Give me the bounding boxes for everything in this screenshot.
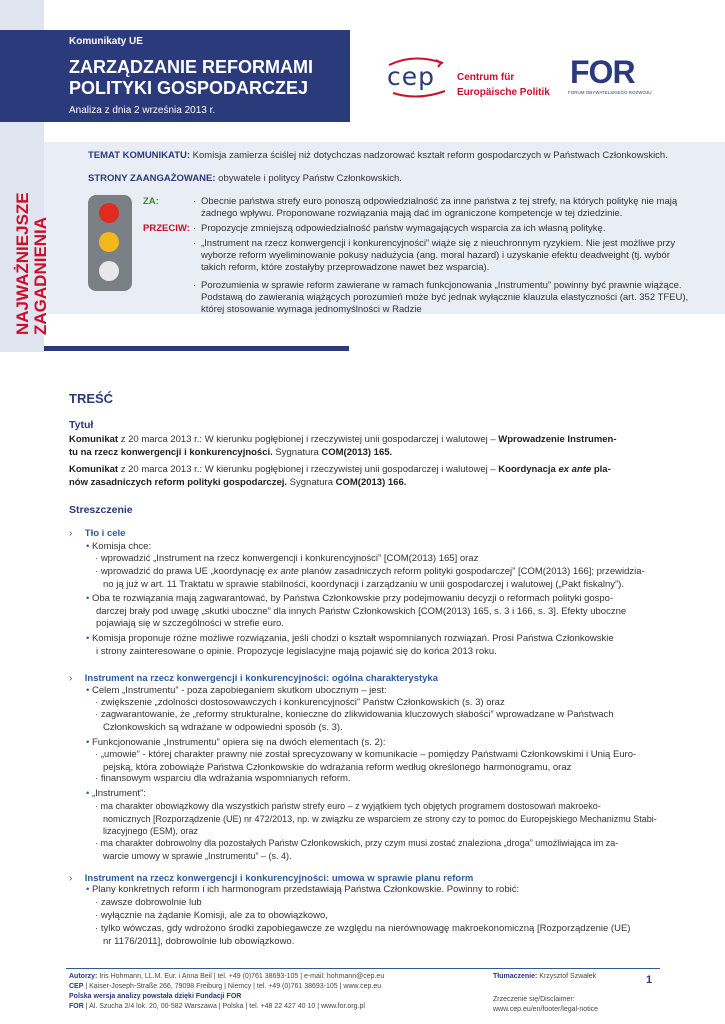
summary-subbullet: [95, 800, 685, 838]
polish-version-note: Polska wersja analizy powstała dzięki Fundacji FOR: [69, 993, 242, 1000]
za-item: [193, 196, 691, 220]
bullet-dot: •: [86, 633, 90, 644]
authors-label: Autorzy:: [69, 973, 98, 980]
side-label-line-2: ZAGADNIENIA: [31, 216, 50, 335]
za-item-text: Obecnie państwa strefy euro ponoszą odpowiedzialność za inne państwa z tej strefy, na których politykę nie mają żadnego wpływu. Proponowane rozwiązania mają dać im ograniczone kompetencje w tej dziedzinie.: [201, 196, 678, 219]
parties-label: STRONY ZAANGAŻOWANE:: [88, 173, 216, 184]
cep-name-line-2: Europäische Politik: [457, 87, 550, 98]
k2-label: Komunikat: [69, 464, 119, 475]
cep-name-line-1: Centrum für: [457, 72, 515, 83]
traffic-light-icon: [88, 195, 132, 291]
for-logo-text: FOR: [570, 54, 635, 90]
przeciw-item: [193, 238, 691, 274]
analysis-date: Analiza z dnia 2 września 2013 r.: [69, 105, 216, 116]
k1-text: z 20 marca 2013 r.: W kierunku pogłębionej i rzeczywistej unii gospodarczej i walutowej –: [118, 434, 499, 445]
section-separator: [44, 346, 349, 351]
sub-dot: ·: [95, 923, 99, 934]
summary-subbullet: [95, 697, 685, 710]
summary-bullet: [86, 685, 676, 698]
subbullet-text: tylko wówczas, gdy wdrożono środki zapobiegawcze ze względu na nierównowagę makroekonomiczną [Rozporządzenie (UE): [100, 923, 631, 934]
for-logo: [568, 54, 658, 99]
summary-subbullet: [95, 897, 685, 910]
yellow-light: [99, 232, 119, 252]
bullet-text: Funkcjonowanie „Instrumentu” opiera się na dwóch elementach (s. 2):: [91, 737, 386, 748]
disclaimer-link[interactable]: www.cep.eu/en/footer/legal-notice: [493, 1006, 599, 1013]
przeciw-item: [193, 280, 691, 316]
k1-title-b: tu na rzecz konwergencji i konkurencyjności.: [69, 446, 273, 458]
summary-bullet: [86, 633, 676, 658]
bullet-text: Komisja chce:: [91, 541, 152, 552]
summary-bullet: [86, 737, 676, 750]
przeciw-item-text: „Instrument na rzecz konwergencji i konkurencyjności” wiąże się z nieuchronnym ryzykiem. Nie jest możliwe przy wyborze reform wyeliminowanie pokusy nadużycia (ang. moral hazard) i uzyskanie efektu deadweight (tj. wybór takich reform, które zostałyby przeprowadzone nawet bez wsparcia).: [201, 238, 676, 273]
k2-title-c: nów zasadniczych reform polityki gospodarczej.: [69, 476, 288, 488]
off-light: [99, 261, 119, 281]
subbullet-text: „umowie” - której charakter prawny nie został sprecyzowany w komunikacie – pomiędzy Państwami Członkowskimi i Unią Euro-: [100, 749, 637, 760]
footer-disclaimer: [493, 995, 643, 1015]
subbullet-text: nr 1176/2011], dobrowolnie lub obowiązkowo.: [103, 935, 295, 947]
section-title: Tło i cele: [84, 528, 126, 539]
heading-streszczenie: Streszczenie: [69, 504, 133, 516]
key-issues-side-label: [13, 165, 50, 345]
k1-label: Komunikat: [69, 434, 119, 445]
k2-text: z 20 marca 2013 r.: W kierunku pogłębionej i rzeczywistej unii gospodarczej i walutowej –: [118, 464, 499, 475]
przeciw-label: PRZECIW:: [143, 223, 190, 234]
red-light: [99, 203, 119, 223]
summary-subbullet: [95, 553, 685, 566]
section-ogolna-charakterystyka: [69, 668, 669, 686]
footer-rule: [66, 968, 660, 969]
title-line-2: POLITYKI GOSPODARCZEJ: [69, 78, 309, 98]
summary-subbullet: [95, 709, 685, 734]
k2-sig: COM(2013) 166.: [335, 476, 407, 488]
k2-title-b: pla-: [591, 464, 611, 475]
bullet-text: pojawiają się w szczególności w strefie euro.: [96, 618, 284, 629]
parties-text: obywatele i politycy Państw Członkowskich.: [215, 173, 402, 184]
sub-dot: ·: [95, 553, 99, 564]
subbullet-text: wyłącznie na żądanie Komisji, ale za to obowiązkowo,: [100, 910, 328, 921]
cep-address: | Kaiser-Joseph-Straße 266, 79098 Freiburg | Niemcy | tel. +49 (0)761 38693-105 | www.cep.eu: [83, 983, 382, 990]
przeciw-item-text: Propozycje zmniejszą odpowiedzialność państw wymagających wsparcia za ich własną politykę.: [201, 223, 606, 234]
authors-text: Iris Hohmann, LL.M. Eur. i Anna Beil | tel. +49 (0)761 38693-105 | e-mail: hohmann@cep.eu: [97, 973, 385, 980]
summary-subbullet: [95, 923, 685, 948]
bullet-text: i strony zainteresowane o opinie. Propozycje legislacyjne mają pojawić się do końca 2013 roku.: [96, 645, 497, 657]
bullet-text: darczej brały pod uwagę „skutki uboczne” dla innych Państw Członkowskich [COM(2013) 165, s. 3 i 166, s. 3]. Efekty uboczne: [96, 605, 627, 617]
bullet-dot: ·: [193, 196, 197, 207]
k1-sig-label: Sygnatura: [272, 446, 322, 458]
sub-dot: ·: [95, 773, 99, 784]
summary-subbullet: [95, 749, 685, 774]
topic-line: [88, 150, 718, 161]
topic-label: TEMAT KOMUNIKATU:: [88, 150, 191, 161]
bullet-text: Komisja proponuje różne możliwe rozwiązania, jeśli chodzi o kształt wspomnianych rozwiązań. Prosi Państwa Członkowskie: [91, 633, 614, 644]
bullet-dot: ·: [193, 238, 197, 249]
cep-logo-text: cep: [387, 62, 435, 91]
subbullet-text: Członkowskich są wdrażane w odpowiedni sposób (s. 3).: [103, 721, 343, 733]
footer-authors: [69, 972, 489, 1012]
sub-dot: ·: [95, 697, 99, 708]
cep-label: CEP: [69, 983, 84, 990]
summary-bullet: [86, 541, 676, 554]
bullet-dot: •: [86, 685, 90, 696]
sub-dot: ·: [95, 749, 99, 760]
communication-1: [69, 434, 669, 459]
subbullet-text: zawsze dobrowolnie lub: [100, 897, 202, 908]
side-label-line-1: NAJWAŻNIEJSZE: [13, 192, 32, 335]
subbullet-italic: ex ante: [267, 566, 299, 577]
subbullet-text: planów zasadniczych reform polityki gospodarczej” [COM(2013) 166]; przewidzia-: [298, 566, 645, 577]
heading-tytul: Tytuł: [69, 419, 94, 431]
for-address: | Al. Szucha 2/4 lok. 20, 00-582 Warszawa | Polska | tel. +48 22 427 40 10 | www.for.org.pl: [83, 1003, 365, 1010]
bullet-text: Plany konkretnych reform i ich harmonogram przedstawiają Państwa Członkowskie. Powinny to robić:: [91, 884, 520, 895]
parties-line: [88, 173, 718, 184]
k2-sig-label: Sygnatura: [287, 476, 336, 488]
bullet-dot: •: [86, 593, 90, 604]
subbullet-text: warcie umowy w sprawie „Instrumentu” – (s. 4).: [103, 850, 292, 861]
chevron-right-icon: ›: [69, 673, 73, 684]
chevron-right-icon: ›: [69, 873, 73, 884]
for-label: FOR: [69, 1003, 84, 1010]
przeciw-item-text: Porozumienia w sprawie reform zawierane w ramach funkcjonowania „Instrumentu” powinny być prawnie wiążące. Podstawą do zawierania wiążących porozumień może być jednak wyłącznie klauzula elastyczności (art. 352 TFEU), której stosowanie wymaga jednomyślności w Radzie: [201, 280, 689, 315]
topic-text: Komisja zamierza ściślej niż dotychczas nadzorować kształt reform gospodarczych w Państwach Członkowskich.: [190, 150, 668, 161]
bullet-text: Celem „Instrumentu” - poza zapobieganiem skutkom ubocznym – jest:: [91, 685, 387, 696]
summary-subbullet: [95, 837, 685, 862]
subbullet-text: zagwarantowanie, że „reformy strukturalne, konieczne do zlikwidowania kluczowych słabości” wprowadzane w Państwach: [100, 709, 614, 720]
summary-subbullet: [95, 566, 685, 591]
subbullet-text: pejską, która zobowiąże Państwa Członkowskie do wdrażania reform według określonego harmonogramu, oraz: [103, 761, 572, 773]
sub-dot: ·: [95, 910, 99, 921]
for-logo-subtitle: FORUM OBYWATELSKIEGO ROZWOJU: [568, 90, 652, 95]
przeciw-item: [193, 223, 691, 235]
sub-dot: ·: [95, 801, 98, 811]
communication-2: [69, 464, 669, 489]
bullet-dot: •: [86, 884, 90, 895]
subbullet-text: ma charakter obowiązkowy dla wszystkich państw strefy euro – z wyjątkiem tych objętych programem dostosowań makroeko-: [100, 801, 601, 811]
bullet-dot: •: [86, 541, 90, 552]
bullet-text: „Instrument”:: [91, 788, 146, 799]
chevron-right-icon: ›: [69, 528, 73, 539]
subbullet-text: zwiększenie „zdolności dostosowawczych i konkurencyjności” Państw Członkowskich (s. 3) oraz: [100, 697, 505, 708]
section-tlo: [69, 523, 669, 541]
document-title: [69, 57, 349, 99]
summary-subbullet: [95, 773, 685, 786]
subbullet-text: no ją już w art. 11 Traktatu w sprawie stabilności, koordynacji i zarządzaniu w unii gospodarczej i walutowej („Pakt fiskalny”).: [103, 578, 624, 590]
k2-title-a: Koordynacja: [498, 464, 559, 475]
subbullet-text: wprowadzić do prawa UE „koordynację: [100, 566, 268, 577]
section-title: Instrument na rzecz konwergencji i konkurencyjności: umowa w sprawie planu reform: [84, 873, 474, 884]
bullet-dot: •: [86, 737, 90, 748]
disclaimer-label: Zrzeczenie się/Disclaimer:: [493, 996, 575, 1003]
sub-dot: ·: [95, 897, 99, 908]
summary-bullet: [86, 884, 676, 897]
k1-title-a: Wprowadzenie Instrumen-: [498, 434, 617, 445]
k1-sig: COM(2013) 165.: [321, 446, 393, 458]
cep-name: [457, 70, 567, 100]
cep-logo: [383, 55, 453, 100]
series-label: Komunikaty UE: [69, 36, 143, 47]
sub-dot: ·: [95, 566, 99, 577]
bullet-text: Oba te rozwiązania mają zagwarantować, by Państwa Członkowskie przy podejmowaniu decyzji o reformach polityki gospo-: [91, 593, 614, 604]
footer-translation: [493, 972, 643, 982]
subbullet-text: wprowadzić „Instrument na rzecz konwergencji i konkurencyjności” [COM(2013) 165] oraz: [100, 553, 479, 564]
page-number: 1: [646, 974, 653, 986]
summary-subbullet: [95, 910, 685, 923]
bullet-dot: ·: [193, 223, 197, 234]
sub-dot: ·: [95, 709, 99, 720]
subbullet-text: lizacyjnego (ESM), oraz: [103, 826, 199, 836]
za-label: ZA:: [143, 196, 159, 207]
translation-label: Tłumaczenie:: [493, 973, 538, 980]
bullet-dot: ·: [193, 280, 197, 291]
k2-title-italic: ex ante: [558, 464, 592, 475]
bullet-dot: •: [86, 788, 90, 799]
summary-bullet: [86, 788, 676, 801]
subbullet-text: finansowym wsparciu dla wdrażania wspomnianych reform.: [100, 773, 351, 784]
subbullet-text: nomicznych [Rozporządzenie (UE) nr 472/2013, np. w związku ze wsparciem ze strony czy to pomoc do Europejskiego Mechanizmu Stabi-: [103, 813, 657, 824]
subbullet-text: ma charakter dobrowolny dla pozostałych Państw Członkowskich, przy czym musi zostać znaleziona „droga” umożliwiająca im za-: [100, 838, 619, 848]
summary-bullet: [86, 593, 676, 631]
section-title: Instrument na rzecz konwergencji i konkurencyjności: ogólna charakterystyka: [84, 673, 438, 684]
translator: Krzysztof Szwałek: [537, 973, 597, 980]
section-heading-tresc: TREŚĆ: [69, 391, 114, 406]
sub-dot: ·: [95, 838, 98, 848]
title-line-1: ZARZĄDZANIE REFORMAMI: [69, 57, 313, 77]
